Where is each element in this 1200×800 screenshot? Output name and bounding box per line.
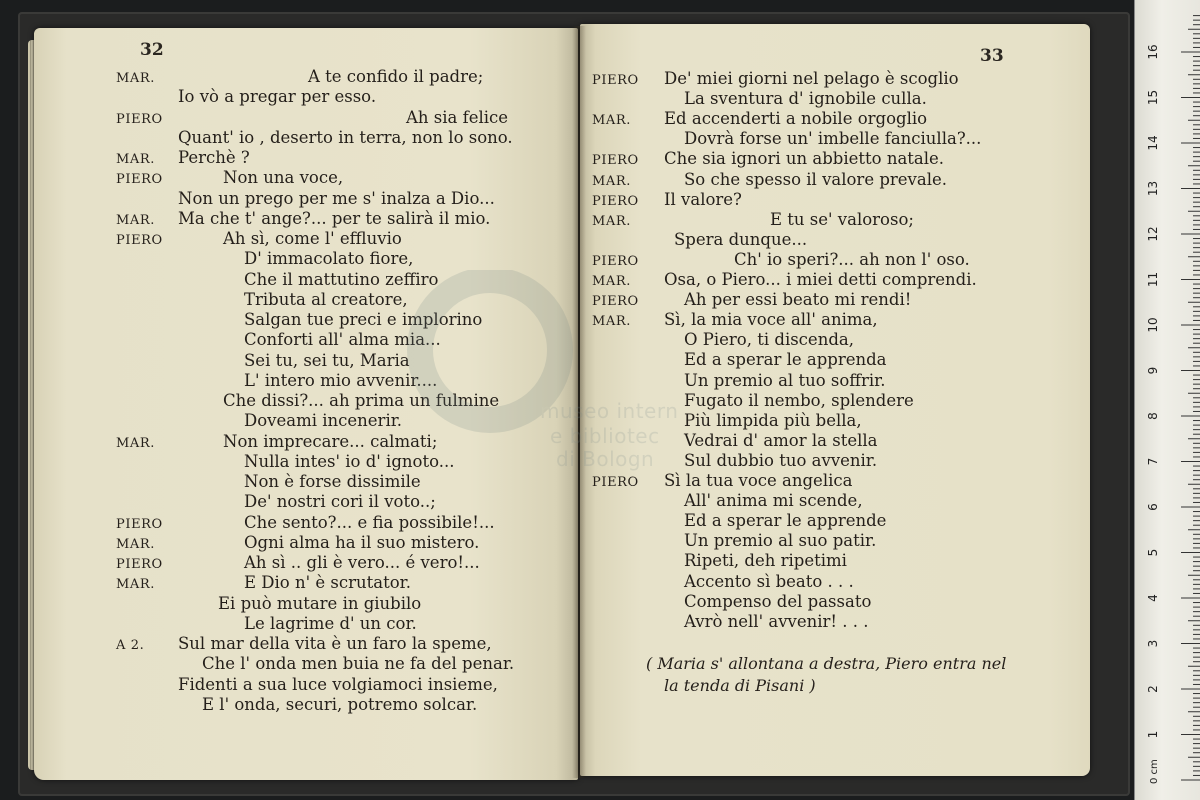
ruler-tick-label: 14	[1146, 135, 1160, 151]
verse-line: Fidenti a sua luce volgiamoci insieme,	[178, 674, 498, 694]
verse-line: Fugato il nembo, splendere	[684, 390, 914, 410]
left-page	[34, 28, 578, 780]
verse-line: Ed a sperar le apprende	[684, 511, 887, 531]
speaker-label: MAR.	[116, 71, 156, 86]
verse-line: All' anima mi scende,	[684, 491, 863, 511]
verse-line: A te confido il padre;	[308, 67, 484, 86]
page-number-left: 32	[140, 40, 164, 60]
verse-line: Sei tu, sei tu, Maria	[244, 350, 410, 370]
verse-line: Che dissi?... ah prima un fulmine	[223, 391, 500, 410]
ruler-tick-label: 15	[1146, 89, 1160, 106]
verse-line: Più limpida più bella,	[684, 410, 862, 430]
ruler-tick-label: 13	[1146, 180, 1160, 197]
ruler-tick-label: 3	[1146, 639, 1160, 648]
verse-line: Non imprecare... calmati;	[223, 431, 438, 451]
verse-line: Sul mar della vita è un faro la speme,	[178, 634, 492, 653]
speaker-label: PIERO	[116, 516, 163, 532]
ruler-tick-label: 1	[1146, 730, 1160, 739]
verse-line: Quant' io , deserto in terra, non lo sono.	[178, 127, 513, 147]
verse-line: Conforti all' alma mia...	[244, 330, 441, 350]
verse-line: Accento sì beato . . .	[684, 571, 854, 591]
verse-line: De' nostri cori il voto..;	[244, 492, 436, 512]
verse-line: Sì, la mia voce all' anima,	[664, 310, 878, 330]
verse-line: Ma che t' ange?... per te salirà il mio.	[178, 208, 491, 228]
ruler-tick-label: 6	[1146, 503, 1160, 511]
verse-line: Ch' io speri?... ah non l' oso.	[734, 249, 970, 269]
verse-line: Che sia ignori un abbietto natale.	[664, 149, 945, 169]
verse-line: De' miei giorni nel pelago è scoglio	[664, 69, 959, 88]
verse-line: Un premio al suo patir.	[684, 531, 877, 551]
verse-line: Perchè ?	[178, 148, 250, 167]
ruler-scale	[1135, 0, 1200, 800]
verse-line: Non un prego per me s' inalza a Dio...	[178, 188, 495, 208]
verse-line: Salgan tue preci e implorino	[244, 310, 483, 329]
verse-line: Osa, o Piero... i miei detti comprendi.	[664, 270, 977, 289]
speaker-label: PIERO	[116, 557, 163, 572]
ruler-tick-label: 16	[1146, 44, 1160, 60]
ruler-tick-label: 5	[1146, 548, 1160, 557]
speaker-label: PIERO	[592, 73, 639, 88]
speaker-label: MAR.	[116, 212, 156, 228]
speaker-label: MAR.	[592, 113, 632, 129]
verse-line: D' immacolato fiore,	[244, 249, 414, 269]
ruler-tick-label: 12	[1146, 226, 1160, 242]
verse-line: Ah sia felice	[406, 107, 509, 127]
page-number-right: 33	[980, 46, 1004, 66]
verse-line: Doveami incenerir.	[244, 411, 403, 431]
verse-line: Io vò a pregar per esso.	[178, 87, 377, 107]
speaker-label: MAR.	[116, 577, 156, 593]
right-page	[580, 24, 1090, 776]
speaker-label: PIERO	[116, 233, 163, 248]
verse-line: Ah sì .. gli è vero... é vero!...	[244, 553, 480, 572]
verse-line: Ed a sperar le apprenda	[684, 350, 887, 370]
ruler-tick-label: 7	[1146, 457, 1160, 466]
stage-direction-line-1: ( Maria s' allontana a destra, Piero entra nel	[646, 654, 1007, 673]
verse-line: So che spesso il valore prevale.	[684, 169, 947, 189]
verse-line: Ah per essi beato mi rendi!	[684, 290, 912, 310]
verse-line: Che il mattutino zeffiro	[244, 269, 439, 289]
verse-line: Un premio al tuo soffrir.	[684, 370, 886, 390]
verse-line: L' intero mio avvenir....	[244, 370, 438, 390]
verse-line: Compenso del passato	[684, 591, 872, 611]
speaker-label: MAR.	[592, 314, 632, 330]
speaker-label: PIERO	[592, 153, 639, 169]
verse-line: Sul dubbio tuo avvenir.	[684, 450, 878, 470]
ruler-tick-label: 9	[1146, 366, 1160, 375]
verse-line: Le lagrime d' un cor.	[244, 613, 417, 633]
verse-line: O Piero, ti discenda,	[684, 330, 854, 350]
speaker-label: PIERO	[116, 111, 163, 127]
speaker-label: MAR.	[592, 213, 632, 229]
verse-line: Che l' onda men buia ne fa del penar.	[202, 654, 515, 674]
verse-line: Vedrai d' amor la stella	[684, 430, 878, 450]
verse-line: Non è forse dissimile	[244, 472, 421, 491]
verse-line: La sventura d' ignobile culla.	[684, 89, 927, 109]
speaker-label: MAR.	[592, 274, 632, 289]
verse-line: E Dio n' è scrutator.	[244, 573, 411, 593]
verse-line: E l' onda, securi, potremo solcar.	[202, 694, 478, 714]
verse-line: Che sento?... e fia possibile!...	[244, 512, 495, 532]
verse-line: Ei può mutare in giubilo	[218, 593, 422, 613]
ruler-tick-label: 8	[1146, 412, 1160, 420]
verse-line: Ripeti, deh ripetimi	[684, 551, 847, 571]
ruler-unit-label: 0 cm	[1149, 759, 1160, 784]
speaker-label: A 2.	[116, 638, 145, 653]
speaker-label: PIERO	[592, 193, 639, 209]
speaker-label: PIERO	[592, 475, 639, 490]
verse-line: Sì la tua voce angelica	[664, 471, 853, 490]
ruler-tick-label: 2	[1146, 685, 1160, 693]
verse-line: Spera dunque...	[674, 229, 808, 249]
verse-line: Nulla intes' io d' ignoto...	[244, 451, 455, 471]
verse-line: Il valore?	[664, 189, 742, 209]
verse-line: Tributa al creatore,	[244, 289, 408, 309]
verse-line: Ed accenderti a nobile orgoglio	[664, 109, 928, 129]
speaker-label: MAR.	[116, 435, 156, 451]
measurement-ruler	[1134, 0, 1200, 800]
verse-line: Dovrà forse un' imbelle fanciulla?...	[684, 129, 982, 149]
speaker-label: MAR.	[116, 152, 156, 167]
verse-line: Non una voce,	[223, 168, 344, 188]
speaker-label: PIERO	[592, 253, 639, 269]
stage-direction-line-2: la tenda di Pisani )	[664, 676, 816, 695]
speaker-label: PIERO	[592, 294, 639, 310]
ruler-tick-label: 11	[1146, 271, 1160, 288]
speaker-label: MAR.	[116, 536, 156, 552]
verse-line: E tu se' valoroso;	[770, 209, 914, 229]
verse-line: Ah sì, come l' effluvio	[223, 229, 402, 248]
ruler-tick-label: 10	[1146, 317, 1160, 333]
book-gutter	[572, 26, 586, 778]
speaker-label: PIERO	[116, 172, 163, 188]
verse-line: Avrò nell' avvenir! . . .	[684, 611, 869, 631]
ruler-tick-label: 4	[1146, 594, 1160, 602]
speaker-label: MAR.	[592, 173, 632, 189]
verse-line: Ogni alma ha il suo mistero.	[244, 532, 480, 552]
